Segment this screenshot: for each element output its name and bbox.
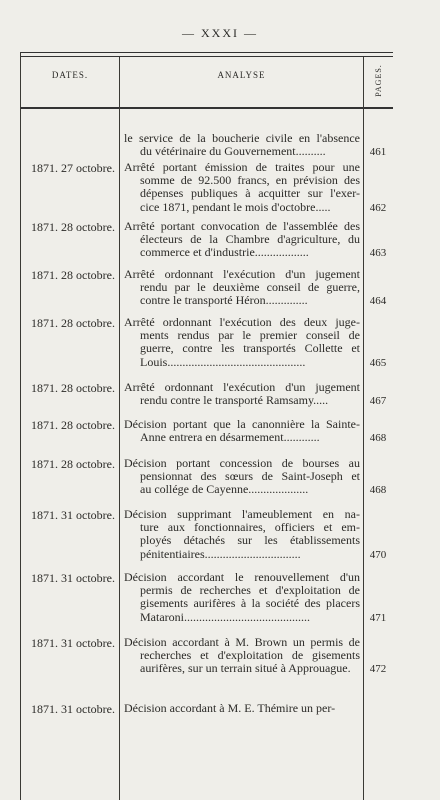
entry-date: 1871. 31 octobre.	[31, 508, 115, 522]
entry-text-line: Anne entrera en désarmement............	[140, 431, 320, 445]
entry-text-line: Décision supprimant l'ameublement en na-	[124, 508, 360, 521]
entry-text-line: contre le transporté Héron..............	[140, 294, 308, 308]
entry-text-line: guerre, contre les transportés Collette et	[140, 342, 360, 356]
column-header-pages: PAGES.	[373, 63, 383, 97]
entry-date: 1871. 31 octobre.	[31, 636, 115, 650]
entry-text-line: permis de recherches et d'exploitation de	[140, 584, 360, 598]
entry-page: 468	[369, 432, 387, 445]
entry-text-line: cice 1871, pendant le mois d'octobre.....	[140, 200, 331, 214]
entry-text-line: dépenses publiques à acquitter sur l'exer-	[140, 187, 360, 201]
entry-date: 1871. 28 octobre.	[31, 220, 115, 234]
entry-text	[124, 702, 360, 715]
entry-date: 1871. 28 octobre.	[31, 457, 115, 471]
entry-text-line: commerce et d'industrie..................	[140, 246, 309, 260]
entry-text-line: Arrêté ordonnant l'exécution d'un jugement	[124, 381, 360, 394]
entry-text	[124, 220, 360, 260]
column-header-analyse: ANALYSE	[217, 70, 266, 80]
entry-page: 470	[369, 548, 387, 561]
entry-text-line: Arrêté ordonnant l'exécution des deux juge-	[124, 316, 360, 329]
entry-text-line: Décision accordant à M. E. Thémire un per-	[124, 702, 336, 715]
entry-date: 1871. 28 octobre.	[31, 418, 115, 432]
entry-date: 1871. 28 octobre.	[31, 268, 115, 282]
index-table	[20, 52, 393, 800]
entry-text-line: ments rendus par le premier conseil de	[140, 329, 360, 343]
entry-page: 464	[369, 295, 387, 308]
entry-text-line: pénitentiaires................................	[140, 547, 301, 561]
entry-text-line: recherches et d'exploitation de gisements	[140, 649, 360, 663]
entry-text-line: au collége de Cayenne....................	[140, 483, 309, 497]
entry-text-line: Décision accordant à M. Brown un permis de	[124, 636, 360, 649]
column-divider-dates	[119, 57, 120, 800]
entry-text-line: aurifères, sur un terrain situé à Approuague.	[140, 662, 351, 676]
entry-text-line: Décision portant que la canonnière la Sainte-	[124, 418, 360, 431]
entry-text	[124, 161, 360, 214]
entry-text-line: Louis..............................................	[140, 355, 306, 369]
entry-text	[124, 418, 360, 444]
entry-text-line: Mataroni..........................................	[140, 610, 310, 624]
entry-text-line: ployés détachés sur les établissements	[140, 534, 360, 548]
entry-date: 1871. 31 octobre.	[31, 702, 115, 716]
entry-page: 461	[369, 146, 387, 159]
entry-text	[124, 316, 360, 369]
entry-text-line: du vétérinaire du Gouvernement..........	[140, 145, 326, 159]
entry-date: 1871. 28 octobre.	[31, 316, 115, 330]
top-rule	[21, 52, 393, 53]
column-header-dates: DATES.	[51, 70, 89, 80]
entry-text	[124, 132, 360, 158]
entry-text-line: rendu contre le transporté Ramsamy.....	[140, 394, 329, 408]
top-rule-inner	[21, 56, 393, 57]
entry-text-line: ture aux fonctionnaires, officiers et em-	[140, 521, 360, 535]
entry-text-line: pensionnat des sœurs de Saint-Joseph et	[140, 470, 360, 484]
entry-text-line: le service de la boucherie civile en l'absence	[124, 132, 360, 145]
entry-date: 1871. 31 octobre.	[31, 571, 115, 585]
entry-text-line: électeurs de la Chambre d'agriculture, du	[140, 233, 360, 247]
entry-text	[124, 381, 360, 407]
entry-page: 463	[369, 247, 387, 260]
entry-text-line: Arrêté portant émission de traites pour une	[124, 161, 360, 174]
entry-text	[124, 571, 360, 624]
entry-text-line: Arrêté portant convocation de l'assemblée des	[124, 220, 360, 233]
header-rule	[21, 107, 393, 109]
entry-page: 465	[369, 356, 387, 369]
entry-text-line: rendu par le deuxième conseil de guerre,	[140, 281, 360, 295]
entry-text	[124, 508, 360, 561]
entry-page: 467	[369, 395, 387, 408]
entry-text-line: gisements aurifères à la société des placers	[140, 597, 360, 611]
entry-date: 1871. 27 octobre.	[31, 161, 115, 175]
entry-page: 462	[369, 201, 387, 214]
entry-text	[124, 457, 360, 497]
entry-page: 468	[369, 484, 387, 497]
entry-date: 1871. 28 octobre.	[31, 381, 115, 395]
column-divider-pages	[363, 57, 364, 800]
entry-page: 472	[369, 663, 387, 676]
entry-text	[124, 636, 360, 676]
entry-text-line: Arrêté ordonnant l'exécution d'un jugement	[124, 268, 360, 281]
entry-text-line: Décision portant concession de bourses au	[124, 457, 360, 470]
entry-text-line: Décision accordant le renouvellement d'un	[124, 571, 360, 584]
entry-page: 471	[369, 611, 387, 624]
page-number: — XXXI —	[182, 26, 258, 40]
entry-text	[124, 268, 360, 308]
entry-text-line: somme de 92.500 francs, en prévision des	[140, 174, 360, 188]
